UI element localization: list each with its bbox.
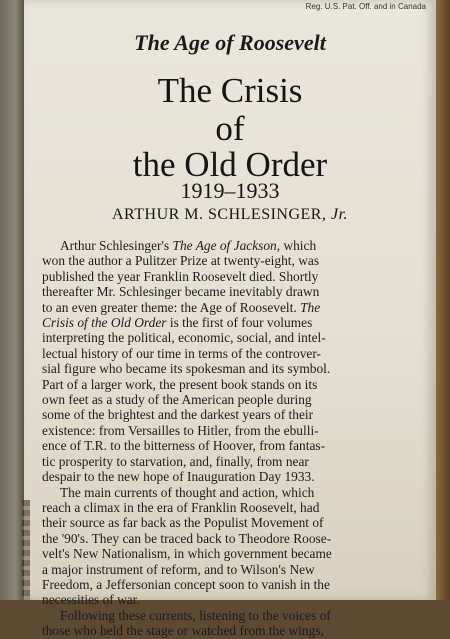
blurb-line: velt's New Nationalism, in which government became xyxy=(42,546,332,562)
blurb-line: Part of a larger work, the present book stands on its xyxy=(42,376,318,392)
blurb-line: ence of T.R. to the bitterness of Hoover, from fantas- xyxy=(42,438,326,454)
blurb-line: thereafter Mr. Schlesinger became inevitably drawn xyxy=(42,284,320,300)
book-title-line-1: The Crisis xyxy=(157,71,303,110)
blurb-line: the '90's. They can be traced back to Theodore Roose- xyxy=(42,530,332,546)
blurb-line: to an even greater theme: the Age of Roosevelt. The xyxy=(42,299,321,315)
author-name-text: ARTHUR M. SCHLESINGER, xyxy=(111,206,327,223)
blurb-text xyxy=(42,238,430,639)
blurb-line: interpreting the political, economic, social, and intel- xyxy=(42,330,326,346)
author-name xyxy=(24,206,436,224)
blurb-line: own feet as a study of the American people during xyxy=(42,392,312,408)
author-suffix: Jr. xyxy=(330,206,349,223)
book-reference: The Age of Jackson xyxy=(172,238,277,253)
blurb-line: sial figure who became its spokesman and its symbol. xyxy=(42,361,331,377)
blurb-line: won the author a Pulitzer Prize at twenty-eight, was xyxy=(42,253,320,269)
blurb-line: Crisis of the Old Order is the first of four volumes xyxy=(42,315,313,331)
blurb-line: lectual history of our time in terms of the controver- xyxy=(42,345,321,361)
book-title-line-3: the Old Order xyxy=(132,145,328,184)
blurb-line: a major instrument of reform, and to Wilson's New xyxy=(42,561,315,577)
blurb-line: reach a climax in the era of Franklin Roosevelt, had xyxy=(42,499,320,515)
book-title-line-2: of xyxy=(215,109,245,148)
blurb-line: necessities of war. xyxy=(42,592,140,608)
book-reference: Crisis of the Old Order xyxy=(42,315,167,331)
blurb-line: tic prosperity to starvation, and, finally, from near xyxy=(42,453,309,469)
book-reference: The xyxy=(300,299,321,315)
blurb-line: Freedom, a Jeffersonian concept soon to vanish in the xyxy=(42,576,330,592)
blurb-line: some of the brightest and the darkest years of their xyxy=(42,407,314,423)
blurb-line: despair to the new hope of Inauguration Day 1933. xyxy=(42,469,315,485)
trademark-notice: Reg. U.S. Pat. Off. and in Canada xyxy=(305,2,426,11)
blurb-line: existence: from Versailles to Hitler, from the ebulli- xyxy=(42,422,319,438)
blurb-line: those who held the stage or watched from the wings, xyxy=(42,623,324,639)
book-years: 1919–1933 xyxy=(180,178,280,203)
series-title: The Age of Roosevelt xyxy=(134,30,326,55)
blurb-line: Arthur Schlesinger's The Age of Jackson, which xyxy=(60,238,317,253)
dust-jacket-flap xyxy=(24,0,436,639)
book-page-edge xyxy=(436,0,450,600)
blurb-line: The main currents of thought and action, which xyxy=(60,484,315,500)
blurb-line: published the year Franklin Roosevelt died. Shortly xyxy=(42,268,319,284)
torn-page-edge xyxy=(22,500,30,600)
blurb-line: their source as far back as the Populist Movement of xyxy=(42,515,324,531)
blurb-line: Following these currents, listening to the voices of xyxy=(60,607,331,623)
